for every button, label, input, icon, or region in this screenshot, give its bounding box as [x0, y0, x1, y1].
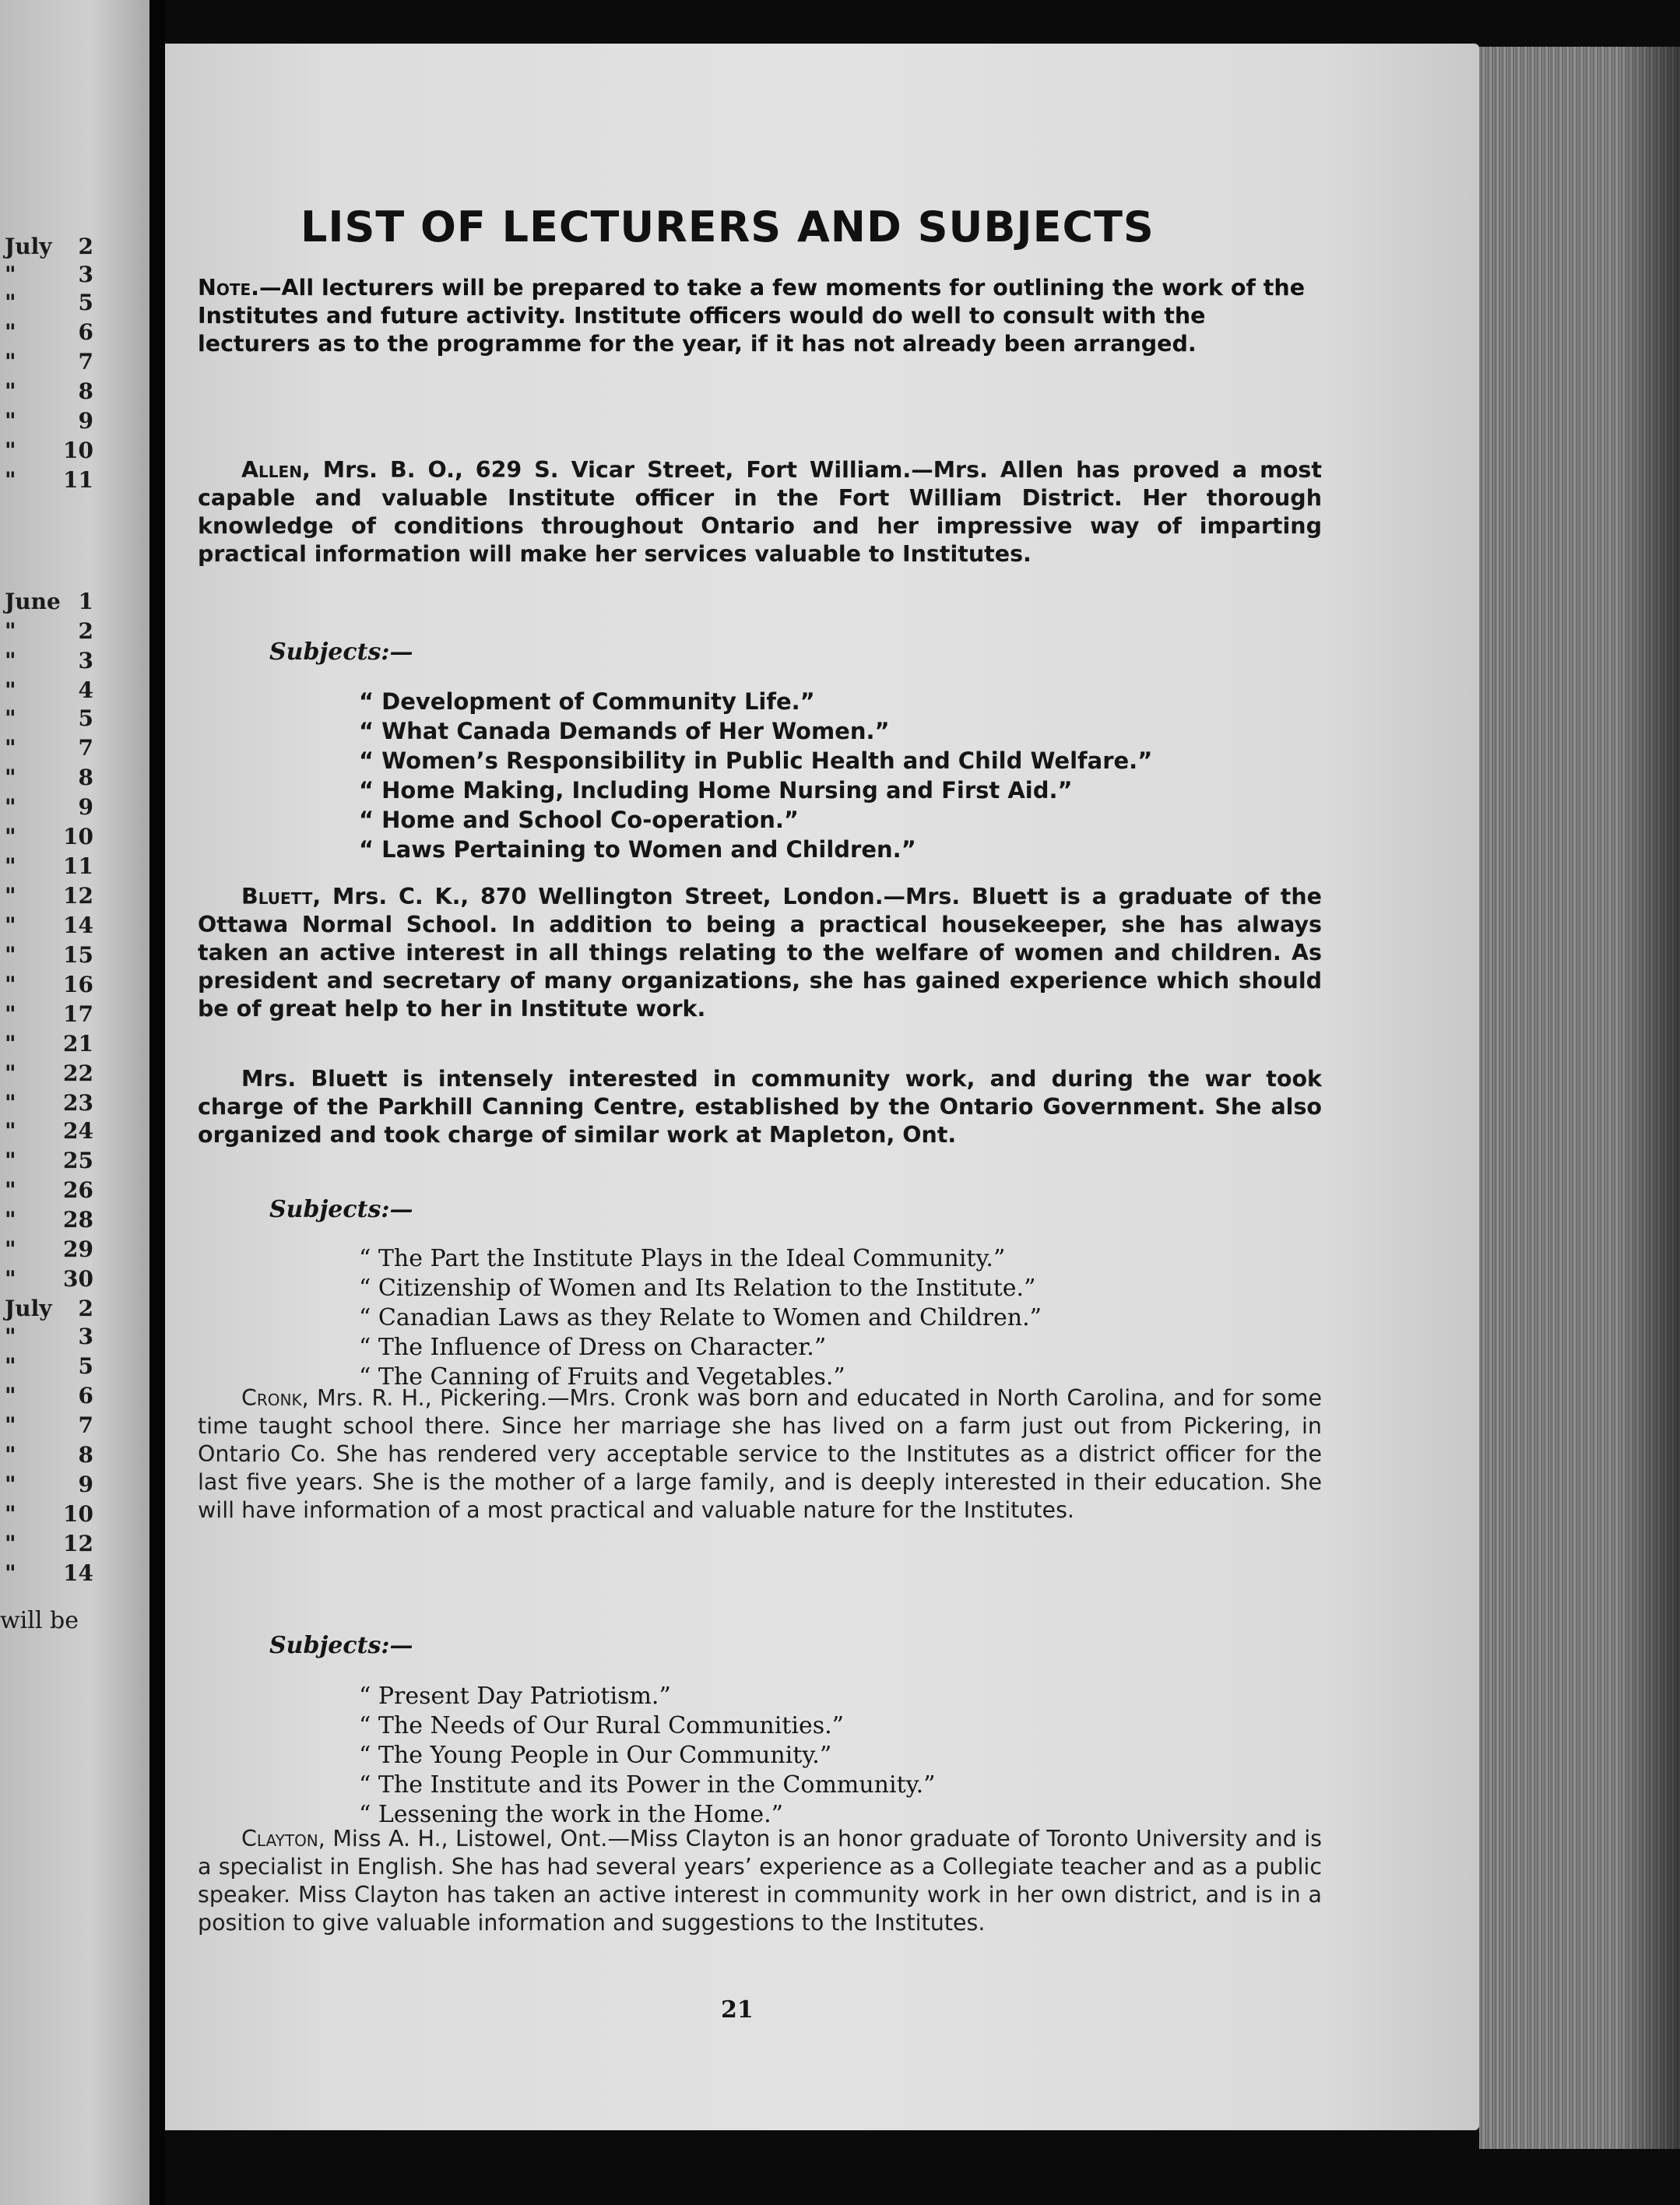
lecturer-bio-allen [198, 456, 1322, 568]
facing-page-date-entry [0, 735, 93, 761]
subject-item: “ The Influence of Dress on Character.” [359, 1334, 827, 1361]
date-month: " [5, 618, 16, 644]
date-month: " [5, 467, 16, 493]
subject-item: “ Citizenship of Women and Its Relation to the Institute.” [359, 1275, 1036, 1302]
facing-page-date-entry [0, 378, 93, 402]
date-day: 2 [78, 1296, 93, 1321]
facing-page-date-entry [0, 648, 93, 671]
date-day: 7 [78, 735, 93, 761]
facing-page-date-entry [0, 794, 93, 818]
facing-page-date-entry [0, 1266, 93, 1292]
date-day: 6 [78, 319, 93, 345]
facing-page-date-entry [0, 677, 93, 701]
date-month: " [5, 1412, 16, 1438]
subject-item: “ Development of Community Life.” [359, 688, 815, 715]
page-edges-shadow [1619, 47, 1680, 2149]
date-month: " [5, 438, 16, 463]
date-month: " [5, 349, 16, 375]
date-day: 17 [63, 1001, 93, 1027]
date-day: 4 [78, 677, 93, 703]
date-month: " [5, 1266, 16, 1292]
date-month: " [5, 913, 16, 938]
subjects-label: Subjects:— [269, 1196, 413, 1223]
date-day: 14 [63, 1560, 93, 1586]
date-month: June [5, 589, 61, 614]
lecturer-name: Clayton, [241, 1826, 325, 1852]
subject-item: “ The Institute and its Power in the Community.” [359, 1771, 936, 1799]
date-month: " [5, 942, 16, 968]
date-day: 8 [78, 1442, 93, 1468]
facing-page-date-entry [0, 1501, 93, 1525]
subject-item: “ Present Day Patriotism.” [359, 1683, 671, 1710]
facing-page-date-entry [0, 1383, 93, 1406]
date-day: 6 [78, 1383, 93, 1408]
lecturer-bio-bluett-continued [198, 1065, 1322, 1149]
subject-item: “ The Canning of Fruits and Vegetables.” [359, 1363, 845, 1391]
facing-page-date-entry [0, 1177, 93, 1201]
facing-page-date-entry [0, 1324, 93, 1347]
facing-page-date-entry [0, 438, 93, 461]
date-month: " [5, 824, 16, 849]
facing-page-date-entry [0, 1442, 93, 1468]
facing-page-trailing-text: will be [0, 1607, 79, 1634]
facing-page-date-entry [0, 1560, 93, 1584]
date-month: " [5, 1118, 16, 1144]
date-month: " [5, 1324, 16, 1349]
facing-page-date-entry [0, 1060, 93, 1084]
date-month: " [5, 1207, 16, 1233]
date-day: 7 [78, 1412, 93, 1438]
lecturer-bio-bluett [198, 883, 1322, 1023]
facing-page-date-entry [0, 1236, 93, 1260]
note-lead: Note. [198, 275, 259, 301]
date-month: " [5, 735, 16, 761]
date-month: July [5, 1296, 52, 1321]
facing-page-date-entry [0, 1031, 93, 1057]
date-month: " [5, 1472, 16, 1497]
date-day: 2 [78, 234, 93, 259]
date-day: 29 [63, 1236, 93, 1262]
date-month: " [5, 262, 16, 287]
subject-item: “ What Canada Demands of Her Women.” [359, 718, 890, 744]
date-month: " [5, 1001, 16, 1027]
subject-list-allen [359, 687, 1152, 864]
lecturer-bio-text: Miss A. H., Listowel, Ont.—Miss Clayton is an honor graduate of Toronto University and is a specialist in English. She has had several years’ experience as a Collegiate teacher and as a public speaker. Miss Clayton has taken an active interest in community work in her own district, and is in a position to give valuable information and suggestions to the Institutes. [198, 1826, 1322, 1936]
date-day: 8 [78, 378, 93, 404]
facing-page-date-entry [0, 467, 93, 491]
facing-page-date-entry [0, 853, 93, 877]
page-title: LIST OF LECTURERS AND SUBJECTS [301, 202, 1155, 251]
date-month: " [5, 1060, 16, 1086]
date-day: 5 [78, 705, 93, 731]
facing-page-date-entry [0, 1118, 93, 1144]
subject-item: “ Lessening the work in the Home.” [359, 1801, 783, 1828]
facing-page-date-entry [0, 290, 93, 313]
date-month: " [5, 378, 16, 404]
lecturer-bio-text: Mrs. R. H., Pickering.—Mrs. Cronk was born and educated in North Carolina, and for some time taught school there. Since her marriage she has lived on a farm just out from Pickering, in Ontario Co. She has rendered very acceptable service to the Institutes as a district officer for the last five years. She is the mother of a large family, and is deeply interested in their education. She will have information of a most practical and valuable nature for the Institutes. [198, 1385, 1322, 1523]
date-day: 5 [78, 290, 93, 315]
facing-page-date-entry [0, 1207, 93, 1233]
facing-page-date-entry [0, 349, 93, 375]
date-day: 16 [63, 972, 93, 997]
lecturer-name: Bluett, [241, 884, 322, 909]
date-month: " [5, 1531, 16, 1556]
date-month: " [5, 765, 16, 790]
subject-item: “ Women’s Responsibility in Public Health and Child Welfare.” [359, 747, 1153, 774]
book-page [165, 44, 1479, 2130]
date-day: 5 [78, 1353, 93, 1379]
subject-item: “ Canadian Laws as they Relate to Women and Children.” [359, 1304, 1042, 1331]
date-month: " [5, 883, 16, 909]
date-day: 24 [63, 1118, 93, 1144]
subject-list-cronk [359, 1682, 935, 1830]
date-month: " [5, 1177, 16, 1203]
date-day: 15 [63, 942, 93, 968]
date-day: 3 [78, 262, 93, 287]
facing-page-date-entry [0, 1001, 93, 1025]
date-month: " [5, 794, 16, 820]
date-day: 30 [63, 1266, 93, 1292]
lecturer-name: Cronk, [241, 1385, 309, 1411]
date-day: 26 [63, 1177, 93, 1203]
date-day: 8 [78, 765, 93, 790]
date-month: " [5, 1353, 16, 1379]
date-month: " [5, 648, 16, 673]
date-day: 11 [63, 853, 93, 879]
date-month: " [5, 408, 16, 434]
date-month: " [5, 1031, 16, 1057]
subjects-label: Subjects:— [269, 1632, 413, 1659]
date-day: 2 [78, 618, 93, 644]
date-month: " [5, 1148, 16, 1173]
subjects-label: Subjects:— [269, 638, 413, 666]
page-number: 21 [721, 1996, 754, 2024]
facing-page-date-entry [0, 883, 93, 909]
lecturer-bio-text: Mrs. Bluett is intensely interested in community work, and during the war took charge of the Parkhill Canning Centre, established by the Ontario Government. She also organized and took charge of similar work at Mapleton, Ont. [198, 1066, 1322, 1148]
date-day: 12 [63, 883, 93, 909]
facing-page-date-entry [0, 824, 93, 847]
facing-page-date-entry [0, 408, 93, 434]
subject-item: “ Laws Pertaining to Women and Children.” [359, 836, 916, 863]
date-day: 9 [78, 1472, 93, 1497]
date-day: 14 [63, 913, 93, 938]
facing-page-date-entry [0, 589, 93, 612]
date-day: 21 [63, 1031, 93, 1057]
date-month: " [5, 319, 16, 345]
facing-page-date-entry [0, 618, 93, 642]
facing-page-date-entry [0, 1296, 93, 1319]
date-month: " [5, 1560, 16, 1586]
subject-list-bluett [359, 1244, 1042, 1392]
facing-page-date-entry [0, 234, 93, 257]
date-month: " [5, 1383, 16, 1408]
note-text: —All lecturers will be prepared to take a few moments for outlining the work of the Institutes and future activity. Institute officers would do well to consult with the lecturers as to the programme for the year, if it has not already been arranged. [198, 275, 1306, 357]
facing-page-date-entry [0, 913, 93, 936]
subject-item: “ The Young People in Our Community.” [359, 1742, 832, 1769]
lecturer-bio-text: Mrs. B. O., 629 S. Vicar Street, Fort William.—Mrs. Allen has proved a most capable and valuable Institute officer in the Fort William District. Her thorough knowledge of conditions throughout Ontario and her impressive way of imparting practical information will make her services valuable to Institutes. [198, 457, 1322, 567]
facing-page-date-entry [0, 942, 93, 968]
date-day: 10 [63, 1501, 93, 1527]
date-day: 3 [78, 648, 93, 673]
date-month: " [5, 290, 16, 315]
date-day: 3 [78, 1324, 93, 1349]
facing-page-date-entry [0, 262, 93, 285]
facing-page-date-entry [0, 1412, 93, 1436]
facing-page-date-entry [0, 765, 93, 788]
date-month: " [5, 853, 16, 879]
date-day: 1 [78, 589, 93, 614]
facing-page-date-entry [0, 1148, 93, 1171]
lecturer-name: Allen, [241, 457, 311, 483]
facing-page-date-entry [0, 1090, 93, 1116]
facing-page-date-entry [0, 1353, 93, 1377]
facing-page-date-entry [0, 972, 93, 995]
date-day: 9 [78, 794, 93, 820]
subject-item: “ Home and School Co-operation.” [359, 807, 799, 833]
date-month: " [5, 972, 16, 997]
facing-page-date-entry [0, 1531, 93, 1554]
date-day: 11 [63, 467, 93, 493]
date-month: " [5, 1442, 16, 1468]
date-month: " [5, 1236, 16, 1262]
date-day: 7 [78, 349, 93, 375]
subject-item: “ The Needs of Our Rural Communities.” [359, 1712, 844, 1739]
subject-item: “ Home Making, Including Home Nursing and First Aid.” [359, 777, 1073, 804]
date-month: July [5, 234, 52, 259]
date-day: 22 [63, 1060, 93, 1086]
date-day: 25 [63, 1148, 93, 1173]
date-month: " [5, 705, 16, 731]
date-day: 23 [63, 1090, 93, 1116]
note-paragraph [198, 274, 1322, 358]
date-month: " [5, 1501, 16, 1527]
date-day: 12 [63, 1531, 93, 1556]
facing-page-date-entry [0, 1472, 93, 1495]
lecturer-bio-clayton [198, 1825, 1322, 1937]
facing-page-date-entry [0, 705, 93, 729]
date-month: " [5, 1090, 16, 1116]
date-day: 10 [63, 824, 93, 849]
subject-item: “ The Part the Institute Plays in the Ideal Community.” [359, 1245, 1006, 1272]
date-day: 10 [63, 438, 93, 463]
facing-page-date-entry [0, 319, 93, 343]
date-day: 28 [63, 1207, 93, 1233]
date-day: 9 [78, 408, 93, 434]
lecturer-bio-text: Mrs. C. K., 870 Wellington Street, London.—Mrs. Bluett is a graduate of the Ottawa Normal School. In addition to being a practical housekeeper, she has always taken an active interest in all things relating to the welfare of women and children. As president and secretary of many organizations, she has gained experience which should be of great help to her in Institute work. [198, 884, 1322, 1022]
lecturer-bio-cronk [198, 1384, 1322, 1525]
date-month: " [5, 677, 16, 703]
book-gutter [149, 0, 165, 2205]
